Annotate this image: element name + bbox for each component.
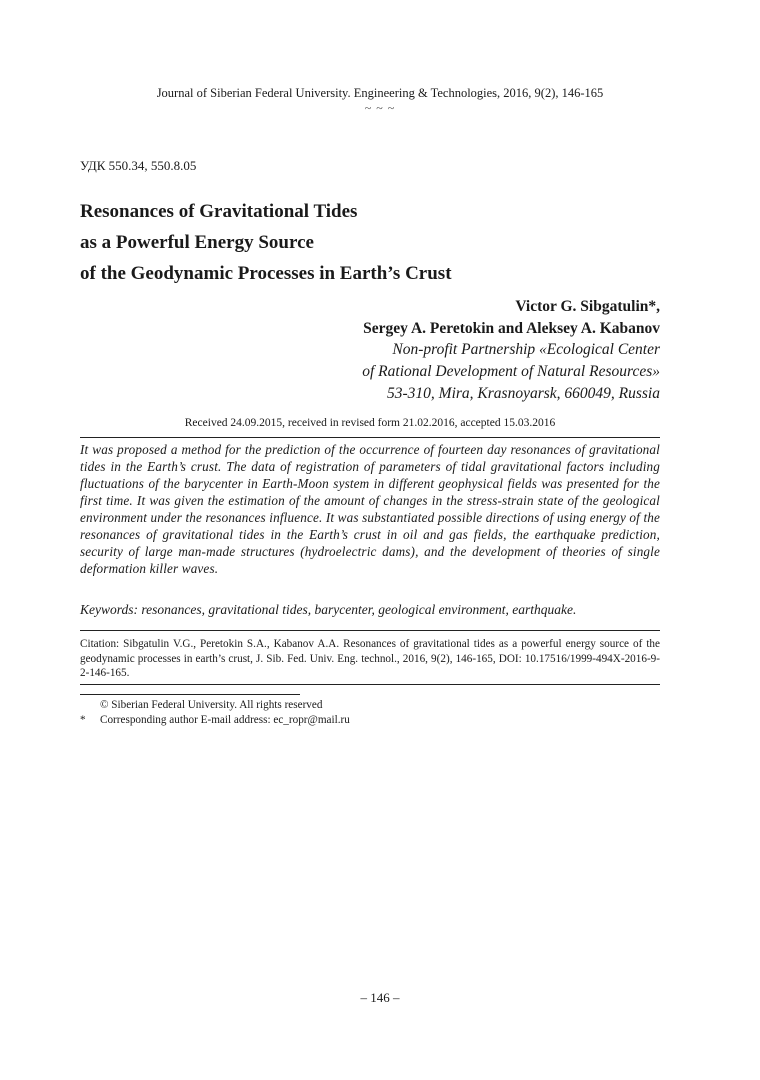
- author-line: Sergey A. Peretokin and Aleksey A. Kabanov: [363, 320, 660, 337]
- author-line: Victor G. Sibgatulin*,: [515, 298, 660, 315]
- title-line: Resonances of Gravitational Tides: [80, 201, 358, 222]
- footnote-rule: [80, 694, 300, 695]
- footnote: [80, 698, 660, 713]
- article-title: [80, 196, 680, 289]
- journal-header: Journal of Siberian Federal University. Engineering & Technologies, 2016, 9(2), 146-165: [156, 86, 604, 100]
- affiliation-line: 53-310, Mira, Krasnoyarsk, 660049, Russia: [387, 385, 660, 402]
- page-number: – 146 –: [360, 990, 400, 1005]
- affiliation-line: of Rational Development of Natural Resources»: [362, 363, 660, 380]
- title-line: as a Powerful Energy Source: [80, 232, 314, 253]
- footnote: [80, 713, 660, 728]
- footnotes: [80, 698, 660, 727]
- divider: [80, 684, 660, 685]
- footnote-text: © Siberian Federal University. All rights reserved: [100, 699, 323, 711]
- title-line: of the Geodynamic Processes in Earth’s Crust: [80, 263, 452, 284]
- affiliation: [362, 339, 660, 405]
- footnote-mark: *: [80, 713, 86, 726]
- abstract: It was proposed a method for the prediction of the occurrence of fourteen day resonances of gravitational tides in the Earth’s crust. The data of registration of parameters of tidal gravitational factors including fluctuations of the barycenter in Earth-Moon system in different geophysical fields was presented for the first time. It was given the estimation of the amount of changes in the stress-strain state of the geological environment under the resonances influence. It was substantiated possible directions of using energy of the resonances of gravitational tides in the Earth’s crust in oil and gas fields, the earthquake prediction, security of large man-made structures (hydroelectric dams), and the development of theories of single deformation killer waves.: [80, 442, 660, 576]
- received-dates: Received 24.09.2015, received in revised form 21.02.2016, accepted 15.03.2016: [184, 417, 556, 429]
- divider: [80, 630, 660, 631]
- authors: [363, 296, 660, 340]
- footnote-text: Corresponding author E-mail address: ec_ropr@mail.ru: [100, 713, 350, 726]
- keywords: Keywords: resonances, gravitational tides, barycenter, geological environment, earthquake.: [80, 602, 577, 617]
- divider: [80, 437, 660, 438]
- affiliation-line: Non-profit Partnership «Ecological Center: [392, 341, 660, 358]
- udk-code: УДК 550.34, 550.8.05: [80, 158, 197, 173]
- header-ornament: ~ ~ ~: [364, 101, 396, 115]
- citation: Citation: Sibgatulin V.G., Peretokin S.A., Kabanov A.A. Resonances of gravitational tides as a powerful energy source of the geodynamic processes in earth’s crust, J. Sib. Fed. Univ. Eng. technol., 2016, 9(2), 146-165, DOI: 10.17516/1999-494X-2016-9-2-146-165.: [80, 638, 660, 679]
